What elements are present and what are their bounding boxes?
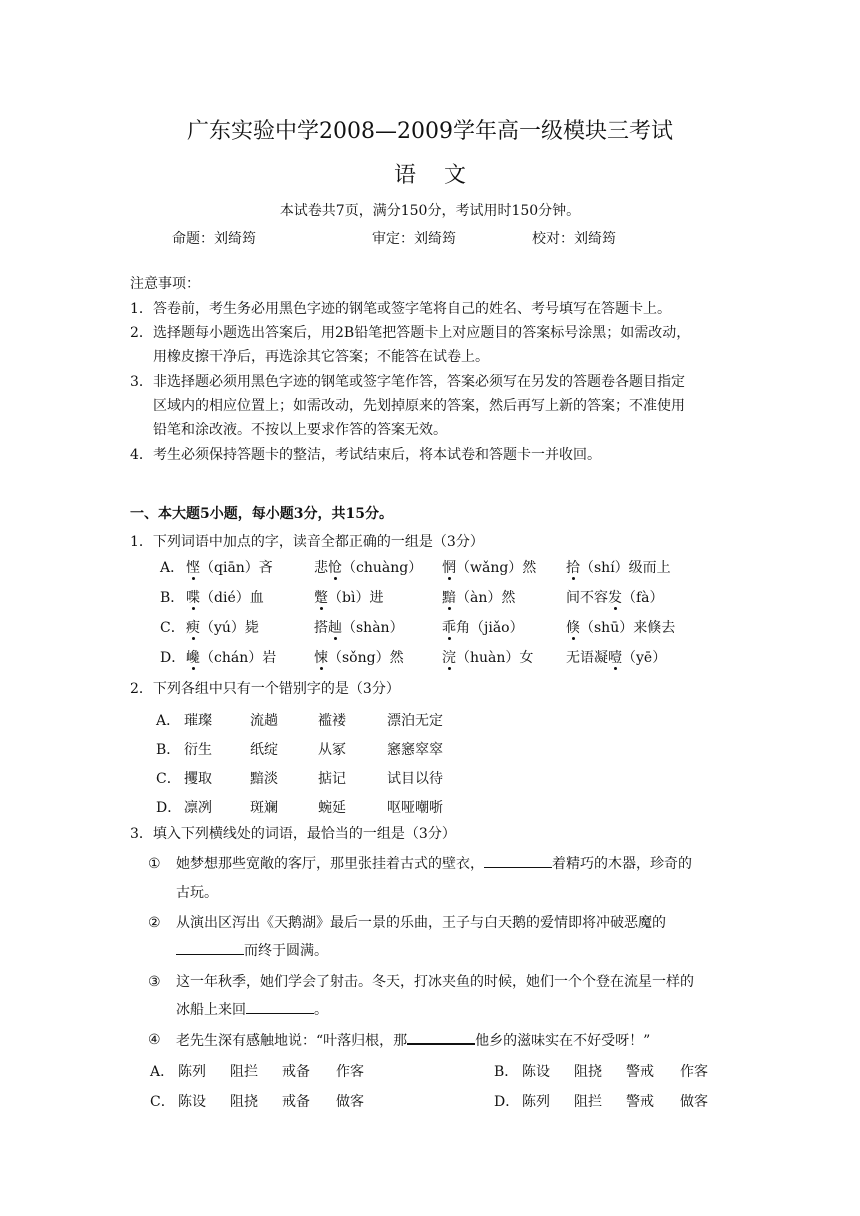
q3-item-3-after: 。 xyxy=(314,1002,328,1018)
item-suffix: （sǒng）然 xyxy=(328,650,404,666)
fill-blank xyxy=(484,853,552,868)
dotted-character: 蹩 xyxy=(314,590,328,606)
dotted-character: 悭 xyxy=(186,560,200,576)
q3-item-1-after: 着精巧的木器，珍奇的 xyxy=(552,856,692,872)
dotted-character: 发 xyxy=(608,590,622,606)
q3-item-3-line2 xyxy=(176,999,328,1021)
word-item: 凛冽 xyxy=(184,800,212,816)
pronunciation-item xyxy=(186,617,259,637)
answer-option-label: D． xyxy=(494,1094,520,1110)
notice-item-1-num: 1． xyxy=(130,301,153,317)
notice-item-3-line: 铅笔和涂改液。不按以上要求作答的答案无效。 xyxy=(153,422,447,438)
item-suffix: （dié）血 xyxy=(200,590,264,606)
answer-option-label: A． xyxy=(150,1064,175,1080)
q3-item-2-text: 从演出区泻出《天鹅湖》最后一景的乐曲，王子与白天鹅的爱情即将冲破恶魔的 xyxy=(176,915,666,931)
item-suffix: （shí）级而上 xyxy=(580,560,671,576)
q3-item-1-num: ① xyxy=(148,856,161,872)
option-label: B． xyxy=(160,590,185,606)
pronunciation-item xyxy=(186,647,276,667)
word-item: 褴褛 xyxy=(318,713,346,729)
item-suffix: （huàn）女 xyxy=(456,650,534,666)
exam-intro: 本试卷共7页，满分150分，考试用时150分钟。 xyxy=(279,203,581,219)
answer-option-word: 作客 xyxy=(336,1064,364,1080)
item-suffix: 角（jiǎo） xyxy=(456,620,524,636)
q3-item-4-num: ④ xyxy=(148,1032,161,1048)
dotted-character: 赸 xyxy=(328,620,342,636)
q3-item-4-text xyxy=(176,1029,650,1052)
dotted-character: 惘 xyxy=(442,560,456,576)
pronunciation-item xyxy=(442,557,536,577)
exam-title: 广东实验中学2008—2009学年高一级模块三考试 xyxy=(187,119,673,144)
notice-item-3-line: 区域内的相应位置上；如需改动，先划掉原来的答案，然后再写上新的答案；不准使用 xyxy=(153,398,685,414)
answer-option-word: 警戒 xyxy=(626,1094,654,1110)
answer-option-word: 戒备 xyxy=(282,1064,310,1080)
answer-option-word: 陈列 xyxy=(522,1094,550,1110)
pronunciation-item xyxy=(566,557,671,577)
notice-item-4-line: 考生必须保持答题卡的整洁，考试结束后，将本试卷和答题卡一并收回。 xyxy=(153,447,601,463)
word-item: 从冢 xyxy=(318,742,346,758)
dotted-character: 怆 xyxy=(328,560,342,576)
answer-option-word: 作客 xyxy=(680,1064,708,1080)
word-item: 蜿延 xyxy=(318,800,346,816)
dotted-character: 悚 xyxy=(314,650,328,666)
word-item: 纸绽 xyxy=(250,742,278,758)
item-suffix: （bì）进 xyxy=(328,590,384,606)
answer-option-word: 阻挠 xyxy=(230,1094,258,1110)
item-prefix: 无语凝 xyxy=(566,650,608,666)
word-item: 流趟 xyxy=(250,713,278,729)
answer-option-word: 做客 xyxy=(336,1094,364,1110)
dotted-character: 黯 xyxy=(442,590,456,606)
word-item: 璀璨 xyxy=(184,713,212,729)
word-item: 攫取 xyxy=(184,771,212,787)
dotted-character: 喋 xyxy=(186,590,200,606)
dotted-character: 倏 xyxy=(566,620,580,636)
section-heading: 一、本大题5小题，每小题3分，共15分。 xyxy=(130,506,393,522)
item-suffix: （fà） xyxy=(622,590,664,606)
notice-item-3-num: 3． xyxy=(130,374,153,390)
answer-option-word: 戒备 xyxy=(282,1094,310,1110)
question-3-stem: 3．填入下列横线处的词语，最恰当的一组是（3分） xyxy=(130,826,456,842)
answer-option-word: 陈设 xyxy=(178,1094,206,1110)
notice-item-3-line: 非选择题必须用黑色字迹的钢笔或签字笔作答，答案必须写在另发的答题卷各题目指定 xyxy=(153,374,685,390)
option-label: A． xyxy=(156,713,181,729)
option-label: A． xyxy=(160,560,185,576)
item-suffix: （yú）毙 xyxy=(200,620,259,636)
item-suffix: （qiān）吝 xyxy=(200,560,273,576)
answer-option-word: 警戒 xyxy=(626,1064,654,1080)
fill-blank xyxy=(407,1029,475,1045)
answer-option-word: 陈设 xyxy=(522,1064,550,1080)
item-prefix: 搭 xyxy=(314,620,328,636)
pronunciation-item xyxy=(186,557,273,577)
pronunciation-item xyxy=(314,587,383,607)
dotted-character: 乖 xyxy=(442,620,456,636)
item-suffix: （chán）岩 xyxy=(200,650,277,666)
word-item: 斑斓 xyxy=(250,800,278,816)
q3-item-1-line2: 古玩。 xyxy=(176,885,218,901)
item-suffix: （wǎng）然 xyxy=(456,560,537,576)
q3-item-3-before: 冰船上来回 xyxy=(176,1002,246,1018)
pronunciation-item xyxy=(314,647,404,667)
dotted-character: 拾 xyxy=(566,560,580,576)
word-item: 黯淡 xyxy=(250,771,278,787)
dotted-character: 噎 xyxy=(608,650,622,666)
pronunciation-item xyxy=(442,617,524,637)
answer-option-word: 做客 xyxy=(680,1094,708,1110)
reviewer-credit: 审定：刘绮筠 xyxy=(372,231,456,247)
item-prefix: 悲 xyxy=(314,560,328,576)
q3-item-2-after: 而终于圆满。 xyxy=(244,943,328,959)
notice-item-2-line: 用橡皮擦干净后，再选涂其它答案；不能答在试卷上。 xyxy=(153,349,489,365)
word-item: 漂泊无定 xyxy=(387,713,443,729)
word-item: 衍生 xyxy=(184,742,212,758)
question-1-stem: 1．下列词语中加点的字，读音全都正确的一组是（3分） xyxy=(130,534,484,550)
option-label: D． xyxy=(156,800,182,816)
notice-item-4-num: 4． xyxy=(130,447,153,463)
q3-item-2-line2 xyxy=(176,940,328,962)
notice-item-2-num: 2． xyxy=(130,325,153,341)
notice-item-1-line: 答卷前，考生务必用黑色字迹的钢笔或签字笔将自己的姓名、考号填写在答题卡上。 xyxy=(153,301,671,317)
item-suffix: （shū）来倏去 xyxy=(580,620,676,636)
word-item: 呕哑嘲哳 xyxy=(387,800,443,816)
q3-item-4-after: 他乡的滋味实在不好受呀！” xyxy=(475,1033,651,1049)
q3-item-3-text: 这一年秋季，她们学会了射击。冬天，打冰夹鱼的时候，她们一个个登在流星一样的 xyxy=(176,974,694,990)
option-label: B． xyxy=(156,742,181,758)
pronunciation-item xyxy=(186,587,264,607)
word-item: 窸窸窣窣 xyxy=(387,742,443,758)
answer-option-label: C． xyxy=(150,1094,175,1110)
exam-subject: 语文 xyxy=(393,163,494,188)
dotted-character: 瘐 xyxy=(186,620,200,636)
dotted-character: 巉 xyxy=(186,650,200,666)
pronunciation-item xyxy=(314,557,422,577)
option-label: C． xyxy=(156,771,181,787)
pronunciation-item xyxy=(566,587,664,607)
item-suffix: （yē） xyxy=(622,650,667,666)
q3-item-3-num: ③ xyxy=(148,974,161,990)
notice-heading: 注意事项： xyxy=(130,276,200,292)
answer-option-word: 陈列 xyxy=(178,1064,206,1080)
answer-option-word: 阻拦 xyxy=(230,1064,258,1080)
option-label: C． xyxy=(160,620,185,636)
q3-item-4-before: 老先生深有感触地说：“叶落归根，那 xyxy=(176,1033,408,1049)
proofreader-credit: 校对：刘绮筠 xyxy=(532,231,616,247)
word-item: 掂记 xyxy=(318,771,346,787)
fill-blank xyxy=(176,940,244,955)
answer-option-label: B． xyxy=(494,1064,519,1080)
pronunciation-item xyxy=(442,587,515,607)
q3-item-1-text xyxy=(176,853,692,875)
q3-item-1-before: 她梦想那些宽敞的客厅，那里张挂着古式的壁衣， xyxy=(176,856,484,872)
pronunciation-item xyxy=(566,617,675,637)
option-label: D． xyxy=(160,650,186,666)
item-prefix: 间不容 xyxy=(566,590,608,606)
answer-option-word: 阻挠 xyxy=(574,1064,602,1080)
setter-credit: 命题：刘绮筠 xyxy=(172,231,256,247)
pronunciation-item xyxy=(314,617,404,637)
notice-item-2-line: 选择题每小题选出答案后，用2B铅笔把答题卡上对应题目的答案标号涂黑；如需改动， xyxy=(153,325,691,341)
item-suffix: （chuàng） xyxy=(342,560,423,576)
item-suffix: （shàn） xyxy=(342,620,404,636)
item-suffix: （àn）然 xyxy=(456,590,516,606)
fill-blank xyxy=(246,999,314,1014)
question-2-stem: 2．下列各组中只有一个错别字的是（3分） xyxy=(130,681,400,697)
q3-item-2-num: ② xyxy=(148,915,161,931)
word-item: 试目以待 xyxy=(387,771,443,787)
dotted-character: 浣 xyxy=(442,650,456,666)
pronunciation-item xyxy=(566,647,666,667)
answer-option-word: 阻拦 xyxy=(574,1094,602,1110)
pronunciation-item xyxy=(442,647,533,667)
